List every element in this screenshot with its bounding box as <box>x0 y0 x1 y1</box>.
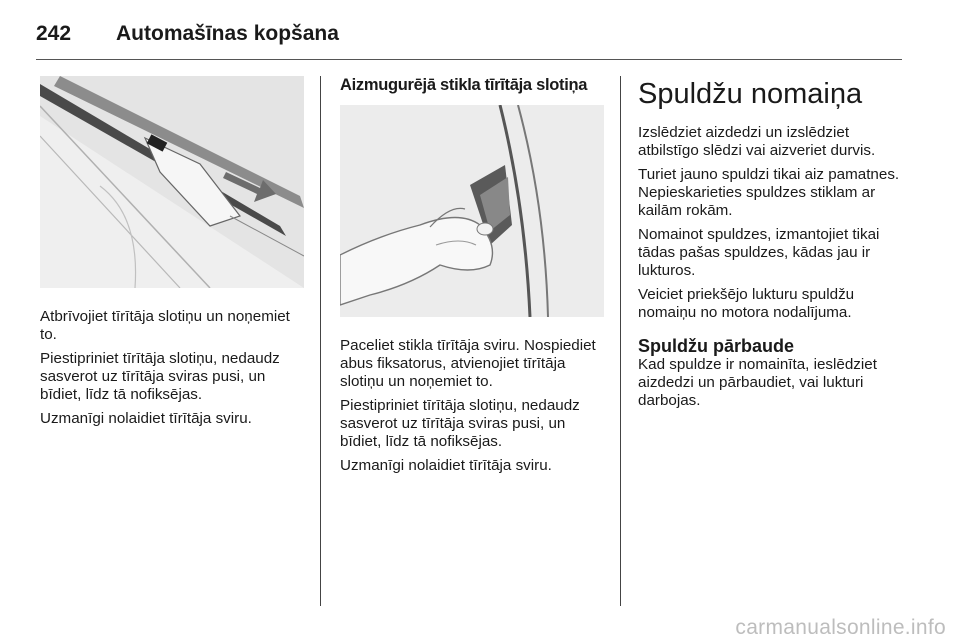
rear-wiper-blade-illustration <box>340 105 604 317</box>
header-rule <box>36 59 902 60</box>
paragraph: Veiciet priekšējo lukturu spuldžu nomaiņu no motora nodalījuma. <box>638 286 855 321</box>
chapter-title: Automašīnas kopšana <box>116 22 339 45</box>
column-divider-1 <box>320 76 321 606</box>
paragraph: Uzmanīgi nolaidiet tīrītāja sviru. <box>40 410 252 427</box>
paragraph: Izslēdziet aizdedzi un izslēdziet atbilstīgo slēdzi vai aizveriet durvis. <box>638 124 876 159</box>
page-header <box>36 14 339 54</box>
paragraph: Piestipriniet tīrītāja slotiņu, nedaudz sasverot uz tīrītāja sviras pusi, un bīdiet, līdz tā nofiksējas. <box>340 397 580 450</box>
paragraph: Atbrīvojiet tīrītāja slotiņu un noņemiet to. <box>40 308 290 343</box>
paragraph: Paceliet stikla tīrītāja sviru. Nospiediet abus fiksatorus, atvienojiet tīrītāja slotiņu un noņemiet to. <box>340 337 596 390</box>
column-3 <box>638 76 906 416</box>
paragraph: Piestipriniet tīrītāja slotiņu, nedaudz sasverot uz tīrītāja sviras pusi, un bīdiet, līdz tā nofiksējas. <box>40 350 280 403</box>
column-1 <box>40 76 308 434</box>
page-number: 242 <box>36 22 72 45</box>
front-wiper-blade-illustration <box>40 76 304 288</box>
subsection-heading: Spuldžu pārbaude <box>638 336 795 356</box>
section-heading: Aizmugurējā stikla tīrītāja slotiņa <box>340 76 588 94</box>
paragraph: Turiet jauno spuldzi tikai aiz pamatnes. Nepieskarieties spuldzes stiklam ar kailām rokām. <box>638 166 900 219</box>
paragraph: Uzmanīgi nolaidiet tīrītāja sviru. <box>340 457 552 474</box>
paragraph: Nomainot spuldzes, izmantojiet tikai tādas pašas spuldzes, kādas jau ir lukturos. <box>638 226 880 279</box>
paragraph: Kad spuldze ir nomainīta, ieslēdziet aizdedzi un pārbaudiet, vai lukturi darbojas. <box>638 356 877 409</box>
column-divider-2 <box>620 76 621 606</box>
section-heading: Spuldžu nomaiņa <box>638 78 863 110</box>
column-2 <box>340 76 608 481</box>
watermark: carmanualsonline.info <box>735 616 946 639</box>
